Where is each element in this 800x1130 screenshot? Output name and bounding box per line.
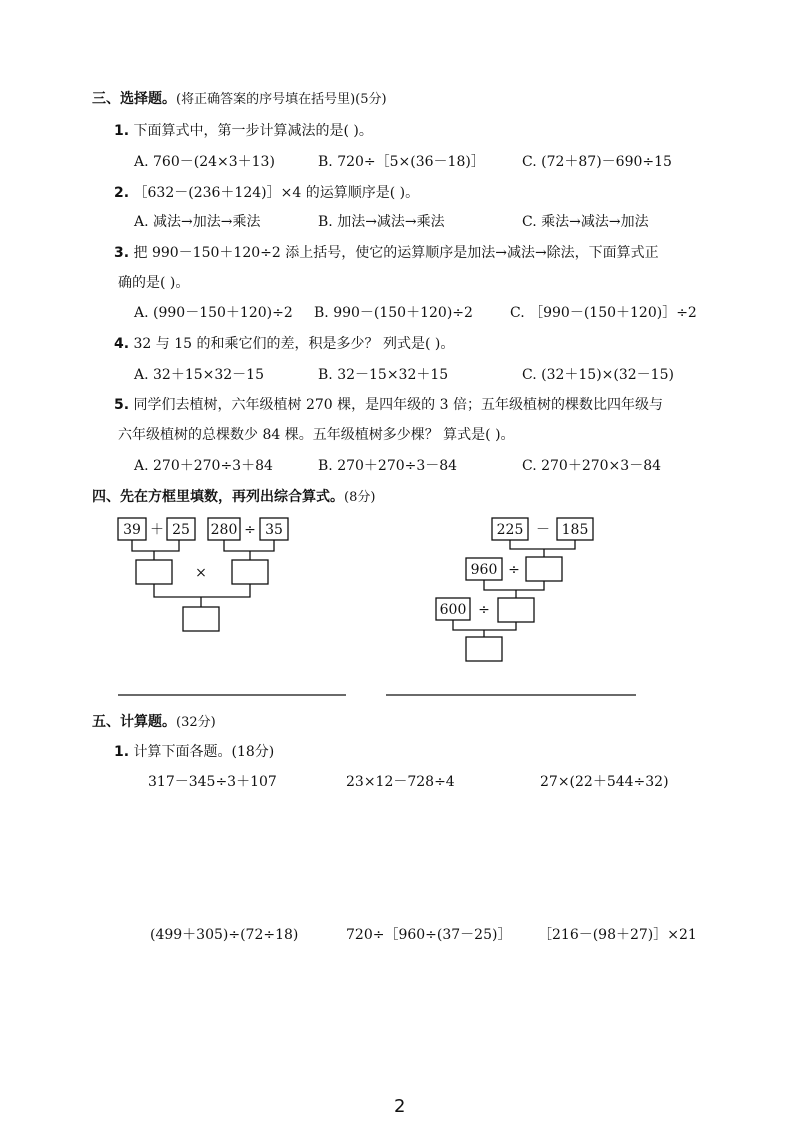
right-num-a: 225 xyxy=(496,522,524,538)
q3-number: 3. xyxy=(114,245,130,261)
right-answer-box-1[interactable] xyxy=(526,557,562,581)
q4-stem: 32 与 15 的和乘它们的差，积是多少？ 列式是( )。 xyxy=(133,336,455,352)
section5-sub1-text: 计算下面各题。(18分) xyxy=(133,744,275,760)
q3-option-b[interactable]: B. 990－(150＋120)÷2 xyxy=(314,305,473,321)
q2-number: 2. xyxy=(114,185,130,201)
left-num-a: 39 xyxy=(123,522,141,538)
right-op-1: － xyxy=(536,522,550,538)
q3-stem-line2: 确的是( )。 xyxy=(118,275,190,291)
section5-note: (32分) xyxy=(176,715,216,730)
section5-heading: 五、计算题。 xyxy=(92,714,176,730)
left-branch-1 xyxy=(132,540,179,551)
q5-option-a[interactable]: A. 270＋270÷3＋84 xyxy=(134,458,273,474)
q1-option-a[interactable]: A. 760－(24×3＋13) xyxy=(134,154,275,170)
left-branch-2 xyxy=(224,540,274,551)
calc-expression-3: 27×(22＋544÷32) xyxy=(540,774,669,790)
right-num-b: 185 xyxy=(561,522,589,538)
calc-expression-2: 23×12－728÷4 xyxy=(346,774,455,790)
q5-stem: 同学们去植树，六年级植树 270 棵，是四年级的 3 倍；五年级植树的棵数比四年级与 xyxy=(133,397,663,413)
q3-option-c[interactable]: C. ［990－(150＋120)］÷2 xyxy=(510,305,697,321)
q3-option-a[interactable]: A. (990－150＋120)÷2 xyxy=(134,305,293,321)
q4-option-a[interactable]: A. 32＋15×32－15 xyxy=(134,367,264,383)
left-op-mid: × xyxy=(195,565,207,581)
left-num-d: 35 xyxy=(265,522,283,538)
left-op-2: ÷ xyxy=(244,522,256,538)
q1-option-c[interactable]: C. (72＋87)－690÷15 xyxy=(522,154,672,170)
calc-expression-6: ［216－(98＋27)］×21 xyxy=(538,927,697,943)
right-op-2: ÷ xyxy=(508,562,520,578)
calc-expression-1: 317－345÷3＋107 xyxy=(148,774,277,790)
q4-number: 4. xyxy=(114,336,130,352)
q5-option-c[interactable]: C. 270＋270×3－84 xyxy=(522,458,662,474)
right-answer-box-final[interactable] xyxy=(466,637,502,661)
q4-option-c[interactable]: C. (32＋15)×(32－15) xyxy=(522,367,674,383)
q1-option-b[interactable]: B. 720÷［5×(36－18)］ xyxy=(318,154,485,170)
left-num-b: 25 xyxy=(172,522,190,538)
q2-stem: ［632－(236＋124)］×4 的运算顺序是( )。 xyxy=(133,185,420,201)
right-num-d: 600 xyxy=(439,602,467,618)
left-answer-box-final[interactable] xyxy=(183,607,219,631)
section5-sub1-number: 1. xyxy=(114,744,130,760)
left-answer-box-2[interactable] xyxy=(232,560,268,584)
section4-note: (8分) xyxy=(344,490,376,505)
section5-sub1 xyxy=(114,741,274,761)
q5-option-b[interactable]: B. 270＋270÷3－84 xyxy=(318,458,458,474)
q2-option-a[interactable]: A. 减法→加法→乘法 xyxy=(134,214,261,230)
calc-expression-5: 720÷［960÷(37－25)］ xyxy=(346,927,512,943)
right-answer-box-2[interactable] xyxy=(498,598,534,622)
q5-number: 5. xyxy=(114,397,130,413)
q2-option-b[interactable]: B. 加法→减法→乘法 xyxy=(318,214,445,230)
section5-title xyxy=(92,711,216,731)
section3-heading: 三、选择题。 xyxy=(92,91,176,107)
left-branch-3 xyxy=(154,584,250,597)
section4-heading: 四、先在方框里填数，再列出综合算式。 xyxy=(92,489,344,505)
q1-number: 1. xyxy=(114,123,130,139)
q5-stem-line2: 六年级植树的总棵数少 84 棵。五年级植树多少棵？ 算式是( )。 xyxy=(118,427,515,443)
q3-stem: 把 990－150＋120÷2 添上括号，使它的运算顺序是加法→减法→除法，下面算式正 xyxy=(133,245,659,261)
page-number: 2 xyxy=(394,1096,406,1117)
q2-option-c[interactable]: C. 乘法→减法→加法 xyxy=(522,214,649,230)
q1-stem: 下面算式中，第一步计算减法的是( )。 xyxy=(133,123,373,139)
left-answer-box-1[interactable] xyxy=(136,560,172,584)
right-op-3: ÷ xyxy=(478,602,490,618)
left-op-1: ＋ xyxy=(150,522,164,538)
section3-note: (将正确答案的序号填在括号里)(5分) xyxy=(176,92,387,107)
left-num-c: 280 xyxy=(210,522,238,538)
right-num-c: 960 xyxy=(470,562,498,578)
calc-expression-4: (499＋305)÷(72÷18) xyxy=(150,927,299,943)
right-branch-1 xyxy=(510,540,575,549)
q4-option-b[interactable]: B. 32－15×32＋15 xyxy=(318,367,449,383)
